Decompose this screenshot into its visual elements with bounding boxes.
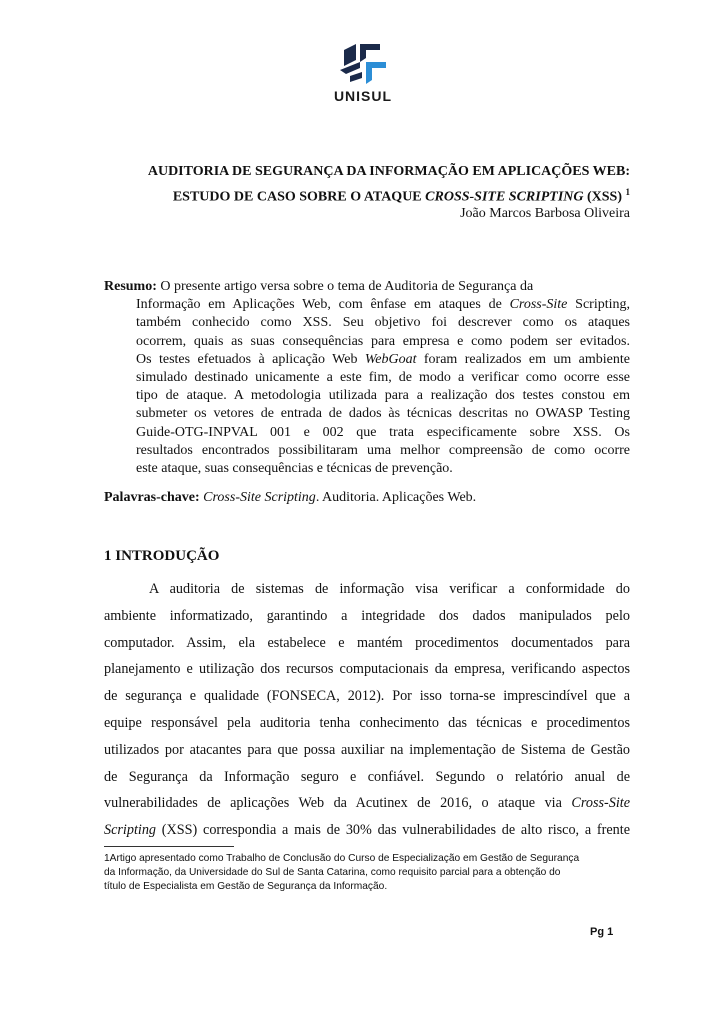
title-line-1: AUDITORIA DE SEGURANÇA DA INFORMAÇÃO EM APLICAÇÕES WEB: bbox=[147, 164, 630, 179]
footnote bbox=[104, 852, 630, 894]
abstract-text: também conhecido como XSS. Seu objetivo foi descrever como os ataques bbox=[136, 315, 630, 331]
abstract-line bbox=[136, 405, 630, 423]
abstract-line bbox=[160, 279, 533, 294]
abstract-line bbox=[136, 460, 630, 478]
abstract-line bbox=[136, 442, 630, 460]
intro-line: computador. Assim, ela estabelece e mantém procedimentos documentados para bbox=[104, 634, 630, 651]
footnote-divider bbox=[104, 846, 234, 847]
footnote-line: título de Especialista em Gestão de Segurança da Informação. bbox=[104, 881, 388, 892]
abstract-text: este ataque, suas consequências e técnicas de prevenção. bbox=[136, 461, 453, 477]
abstract-body bbox=[104, 296, 630, 478]
author-name: João Marcos Barbosa Oliveira bbox=[460, 206, 630, 221]
abstract-text: Guide-OTG-INPVAL 001 e 002 que trata especificamente sobre XSS. Os bbox=[136, 424, 630, 440]
abstract-text: tipo de ataque. A metodologia utilizada para a realização dos testes constou em bbox=[136, 388, 630, 404]
abstract-text: Scripting, bbox=[567, 297, 630, 313]
intro-line: planejamento e utilização dos recursos computacionais da empresa, verificando aspectos bbox=[104, 661, 630, 678]
abstract-text: Informação em Aplicações Web, com ênfase em ataques de bbox=[136, 297, 510, 313]
abstract-text: ocorrem, quais as suas consequências para empresa e como podem ser evitados. bbox=[136, 333, 630, 349]
paper-title bbox=[90, 162, 630, 208]
abstract-text: foram realizados em um ambiente bbox=[416, 351, 630, 367]
intro-line-9-text: vulnerabilidades de aplicações Web da Acutinex de 2016, o ataque via bbox=[104, 795, 572, 812]
abstract-line bbox=[136, 424, 630, 442]
footnote-line: 1Artigo apresentado como Trabalho de Conclusão do Curso de Especialização em Gestão de Segurança bbox=[104, 853, 580, 864]
title-line-2-suffix: (XSS) bbox=[583, 189, 626, 205]
abstract bbox=[104, 278, 630, 478]
abstract-text: O presente artigo versa sobre o tema de Auditoria de Segurança da bbox=[160, 279, 534, 294]
intro-line: A auditoria de sistemas de informação visa verificar a conformidade do bbox=[149, 581, 630, 597]
intro-line-9-italic: Cross-Site bbox=[571, 795, 630, 812]
title-line-2 bbox=[90, 182, 630, 208]
keywords bbox=[104, 490, 630, 506]
unisul-logo bbox=[318, 40, 408, 110]
abstract-line bbox=[136, 333, 630, 351]
keywords-label: Palavras-chave: bbox=[104, 490, 200, 505]
intro-line-10-text: (XSS) correspondia a mais de 30% das vulnerabilidades de alto risco, a frente bbox=[156, 822, 630, 839]
intro-lines bbox=[104, 576, 630, 790]
intro-line-10-italic: Scripting bbox=[104, 822, 157, 839]
keywords-rest: . Auditoria. Aplicações Web. bbox=[315, 490, 477, 505]
title-line-2-prefix: ESTUDO DE CASO SOBRE O ATAQUE bbox=[172, 189, 426, 205]
footnote-line: da Informação, da Universidade do Sul de Santa Catarina, como requisito parcial para a obtenção do bbox=[104, 867, 561, 878]
intro-line: ambiente informatizado, garantindo a integridade dos dados manipulados pelo bbox=[104, 607, 630, 624]
abstract-label: Resumo: bbox=[104, 279, 157, 294]
intro-line: de Segurança da Informação seguro e confiável. Segundo o relatório anual de bbox=[104, 768, 630, 785]
abstract-italic: Cross-Site bbox=[509, 297, 568, 313]
abstract-line bbox=[136, 314, 630, 332]
abstract-line bbox=[136, 387, 630, 405]
abstract-line bbox=[136, 369, 630, 387]
abstract-line bbox=[136, 296, 630, 314]
abstract-text: submeter os vetores de entrada de dados às técnicas descritas no OWASP Testing bbox=[136, 406, 630, 422]
intro-line: de segurança e qualidade (FONSECA, 2012). Por isso torna-se imprescindível que a bbox=[104, 688, 630, 705]
abstract-italic: WebGoat bbox=[364, 351, 417, 367]
intro-line bbox=[104, 790, 630, 817]
abstract-text: simulado destinado unicamente a este fim, de modo a verificar como ocorre esse bbox=[136, 370, 630, 386]
introduction-text bbox=[104, 576, 630, 844]
intro-line: utilizados por atacantes para que possa auxiliar na implementação de Sistema de Gestão bbox=[104, 741, 630, 758]
abstract-text: resultados encontrados possibilitaram uma melhor compreensão de como ocorre bbox=[136, 442, 630, 458]
logo-text: UNISUL bbox=[333, 88, 393, 104]
abstract-text: Os testes efetuados à aplicação Web bbox=[136, 351, 365, 367]
page-number: Pg 1 bbox=[590, 926, 614, 938]
intro-line bbox=[104, 817, 630, 844]
unisul-emblem-icon bbox=[330, 40, 396, 86]
keywords-italic: Cross-Site Scripting bbox=[203, 490, 316, 505]
section-title: 1 INTRODUÇÃO bbox=[104, 548, 220, 564]
abstract-line bbox=[136, 351, 630, 369]
footnote-mark: 1 bbox=[625, 187, 630, 197]
title-line-2-italic: CROSS-SITE SCRIPTING bbox=[425, 189, 584, 205]
intro-line: equipe responsável pela auditoria tenha conhecimento das técnicas e procedimentos bbox=[104, 714, 630, 731]
